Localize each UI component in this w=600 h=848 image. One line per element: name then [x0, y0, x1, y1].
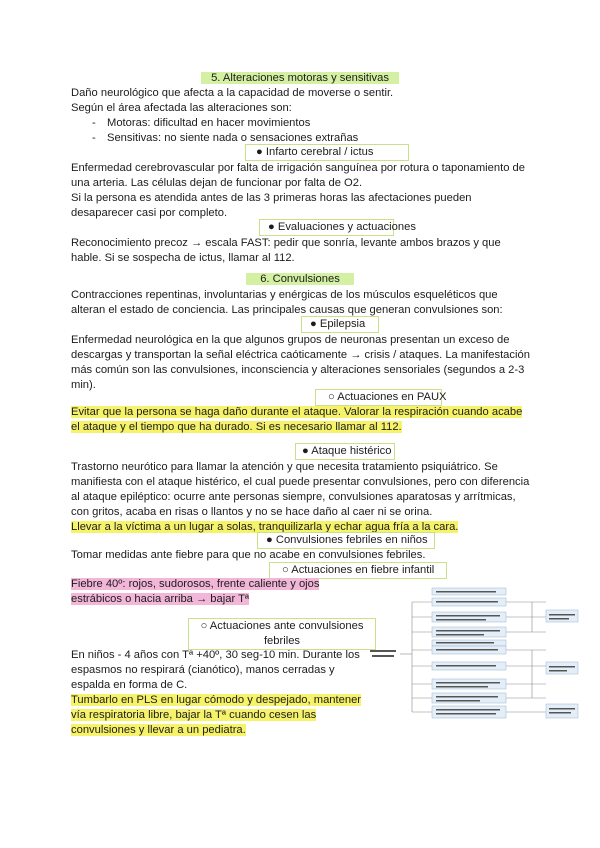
evaluaciones-line-1: Reconocimiento precoz → escala FAST: pedir que sonría, levante ambos brazos y que [71, 237, 501, 249]
ictus-heading: ● Infarto cerebral / ictus [245, 144, 409, 161]
epilepsia-line-1: Enfermedad neurológica en la que algunos grupos de neuronas presentan un exceso de [71, 334, 510, 346]
section-6-line-1: Contracciones repentinas, involuntarias y enérgicas de los músculos esqueléticos que [71, 289, 498, 301]
convulsiones-line-2: espasmos no respirará (cianótico), manos cerradas y [71, 664, 335, 676]
fever-flowchart-figure [370, 584, 582, 729]
section-6-heading: 6. Convulsiones [0, 272, 600, 287]
paux-line-1: Evitar que la persona se haga daño durante el ataque. Valorar la respiración cuando acabe [71, 406, 523, 418]
convulsiones-line-4: Tumbarlo en PLS en lugar cómodo y despejado, mantener [71, 694, 362, 706]
paux-line-2: el ataque y el tiempo que ha durado. Si es necesario llamar al 112. [71, 421, 402, 433]
convulsiones-line-1: En niños - 4 años con Tª +40º, 30 seg-10 min. Durante los [71, 649, 360, 661]
febriles-heading: ● Convulsiones febriles en niños [257, 532, 435, 549]
epilepsia-line-4: min). [71, 379, 96, 391]
fiebre-line-2: estrábicos o hacia arriba → bajar Tª [71, 593, 250, 605]
febriles-line-1: Tomar medidas ante fiebre para que no acabe en convulsiones febriles. [71, 549, 426, 561]
convulsiones-line-5: vía respiratoria libre, bajar la Tª cuando cesen las [71, 709, 317, 721]
fiebre-infantil-heading: ○ Actuaciones en fiebre infantil [269, 562, 447, 579]
histerico-heading: ● Ataque histérico [295, 443, 395, 460]
epilepsia-heading: ● Epilepsia [301, 316, 379, 333]
histerico-line-5: Llevar a la víctima a un lugar a solas, tranquilizarla y echar agua fría a la cara. [71, 521, 459, 533]
paux-heading: ○ Actuaciones en PAUX [315, 389, 442, 406]
bullet-dash-2: - [92, 132, 96, 144]
epilepsia-line-2: descargas y transportan la señal eléctrica caóticamente → crisis / ataques. La manifestación [71, 349, 530, 361]
convulsiones-febriles-heading: ○ Actuaciones ante convulsiones febriles [188, 618, 376, 650]
bullet-motoras: Motoras: dificultad en hacer movimientos [107, 117, 311, 129]
histerico-line-4: con gritos, acaba en risas o llantos y no se hace daño al caer ni se orina. [71, 506, 433, 518]
ictus-line-4: desaparecer casi por completo. [71, 207, 228, 219]
convulsiones-line-3: espalda en forma de C. [71, 679, 188, 691]
ictus-line-3: Si la persona es atendida antes de las 3 primeras horas las afectaciones pueden [71, 192, 472, 204]
section-5-line-1: Daño neurológico que afecta a la capacidad de moverse o sentir. [71, 87, 394, 99]
convulsiones-line-6: convulsiones y llevar a un pediatra. [71, 724, 246, 736]
bullet-dash-1: - [92, 117, 96, 129]
section-5-line-2: Según el área afectada las alteraciones son: [71, 102, 292, 114]
bullet-sensitivas: Sensitivas: no siente nada o sensaciones extrañas [107, 132, 359, 144]
histerico-line-1: Trastorno neurótico para llamar la atención y que necesita tratamiento psiquiátrico. Se [71, 461, 498, 473]
evaluaciones-heading: ● Evaluaciones y actuaciones [259, 219, 394, 236]
section-5-heading: 5. Alteraciones motoras y sensitivas [0, 71, 600, 86]
fiebre-line-1: Fiebre 40º: rojos, sudorosos, frente caliente y ojos [71, 578, 320, 590]
epilepsia-line-3: más común son las convulsiones, inconsciencia y alteraciones sensoriales (segundos a 2-3 [71, 364, 525, 376]
histerico-line-2: manifiesta con el ataque histérico, el cual puede presentar convulsiones, pero con diferencia [71, 476, 530, 488]
ictus-line-2: una arteria. Las células dejan de funcionar por falta de O2. [71, 177, 363, 189]
evaluaciones-line-2: hable. Si se sospecha de ictus, llamar al 112. [71, 252, 295, 264]
histerico-line-3: al ataque epiléptico: ocurre ante personas siempre, convulsiones aparatosas y arrítmicas, [71, 491, 516, 503]
section-6-line-2: alteran el estado de conciencia. Las principales causas que generan convulsiones son: [71, 304, 503, 316]
ictus-line-1: Enfermedad cerebrovascular por falta de irrigación sanguínea por rotura o taponamiento de [71, 162, 525, 174]
